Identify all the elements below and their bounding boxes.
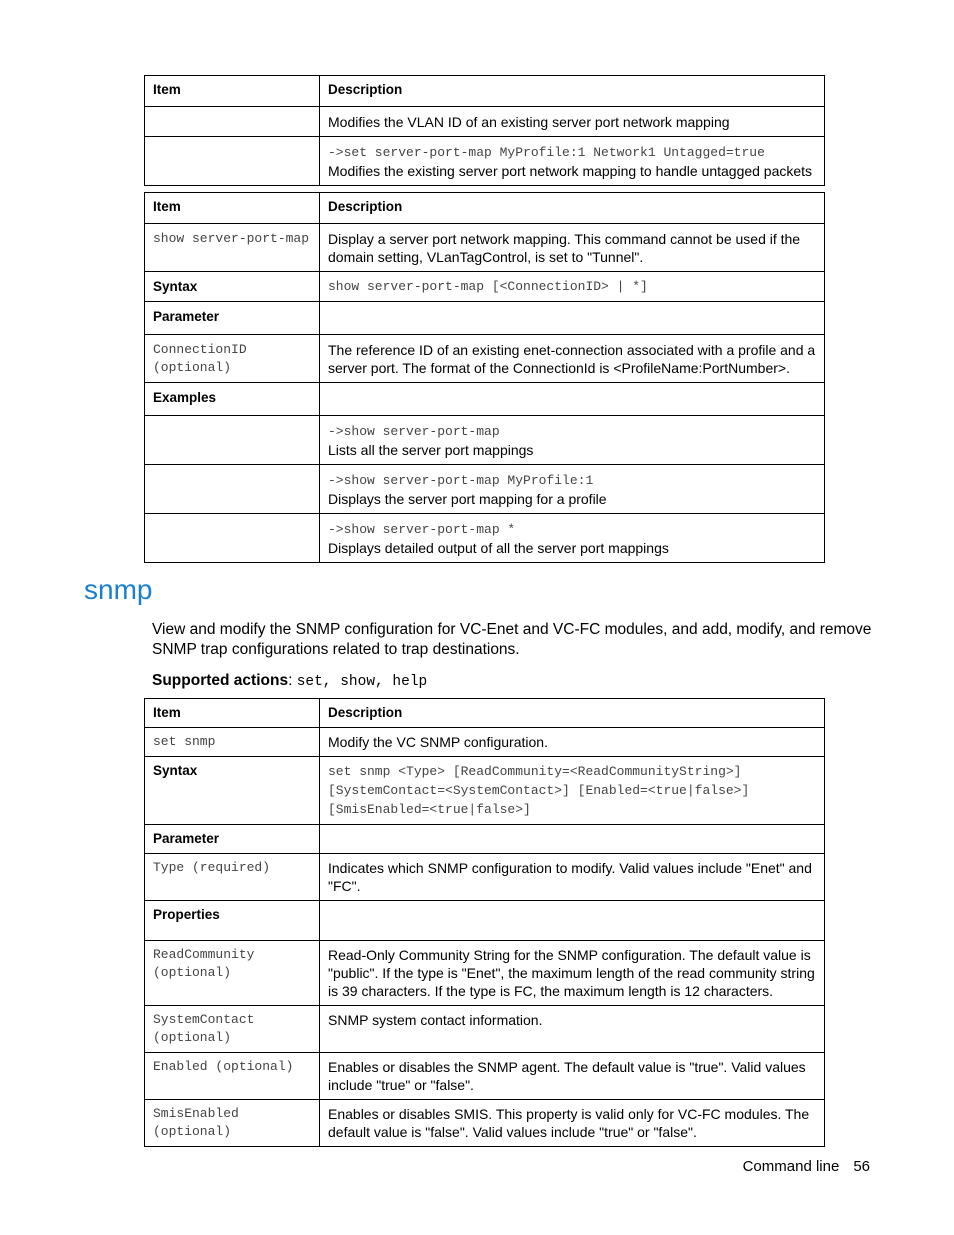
table-row (145, 1006, 825, 1053)
description-cell (320, 137, 825, 186)
command-description: Display a server port network mapping. This command cannot be used if the domain setting, VLanTagControl, is set to "Tunnel". (320, 224, 825, 272)
table-row (145, 272, 825, 302)
syntax-value: set snmp <Type> [ReadCommunity=<ReadCommunityString>] [SystemContact=<SystemContact>] [Enabled=<true|false>] [SmisEnabled=<true|false>] (320, 757, 825, 825)
property-name: SystemContact (optional) (145, 1006, 320, 1053)
section-intro: View and modify the SNMP configuration for VC-Enet and VC-FC modules, and add, modify, and remove SNMP trap configurations related to trap destinations. (152, 621, 872, 658)
item-header: Item (145, 193, 320, 224)
example-description: Displays detailed output of all the server port mappings (328, 540, 669, 556)
supported-actions-separator: : (288, 672, 293, 689)
table-row (145, 107, 825, 137)
section-title: snmp (84, 574, 153, 605)
syntax-label: Syntax (145, 757, 320, 825)
empty-cell (320, 302, 825, 335)
table-row (145, 757, 825, 825)
table-header-row (145, 193, 825, 224)
continued-command-table (144, 75, 825, 186)
table-row (145, 825, 825, 854)
parameter-name: Type (required) (145, 854, 320, 901)
example-description: Modifies the existing server port network mapping to handle untagged packets (328, 163, 813, 179)
page-number: 56 (853, 1158, 870, 1175)
example-description: Displays the server port mapping for a profile (328, 491, 607, 507)
example-description: Lists all the server port mappings (328, 442, 534, 458)
table-row (145, 941, 825, 1006)
example-cell (320, 514, 825, 563)
property-description: SNMP system contact information. (320, 1006, 825, 1053)
example-command: ->show server-port-map (328, 424, 500, 439)
parameter-description: Indicates which SNMP configuration to modify. Valid values include "Enet" and "FC". (320, 854, 825, 901)
empty-cell (320, 901, 825, 941)
example-command: ->show server-port-map * (328, 522, 516, 537)
table-row (145, 728, 825, 757)
item-header: Item (145, 699, 320, 728)
property-description: Enables or disables the SNMP agent. The default value is "true". Valid values include "true" or "false". (320, 1053, 825, 1100)
example-cell (320, 465, 825, 514)
example-command: ->show server-port-map MyProfile:1 (328, 473, 594, 488)
empty-cell (320, 825, 825, 854)
parameter-label: Parameter (145, 825, 320, 854)
table-row (145, 901, 825, 941)
empty-cell (145, 416, 320, 465)
property-description: Read-Only Community String for the SNMP configuration. The default value is "public". If the type is "Enet", the maximum length of the read community string is 39 characters. If the type is FC, the maximum length is 12 characters. (320, 941, 825, 1006)
footer-section-name: Command line (742, 1158, 840, 1175)
table-header-row (145, 76, 825, 107)
item-header: Item (145, 76, 320, 107)
page-footer (743, 1158, 870, 1175)
description-header: Description (320, 193, 825, 224)
property-description: Enables or disables SMIS. This property is valid only for VC-FC modules. The default value is "false". Valid values include "true" or "false". (320, 1100, 825, 1147)
supported-actions-value: set, show, help (296, 674, 428, 690)
parameter-name: ConnectionID (optional) (145, 335, 320, 383)
table-row (145, 416, 825, 465)
description-header: Description (320, 76, 825, 107)
table-row (145, 1053, 825, 1100)
parameter-label: Parameter (145, 302, 320, 335)
show-server-port-map-table (144, 192, 825, 563)
table-row (145, 224, 825, 272)
table-row (145, 854, 825, 901)
supported-actions-label: Supported actions (152, 672, 289, 689)
description-cell: Modifies the VLAN ID of an existing server port network mapping (320, 107, 825, 137)
set-snmp-table (144, 698, 825, 1147)
empty-cell (145, 514, 320, 563)
example-cell (320, 416, 825, 465)
syntax-value: show server-port-map [<ConnectionID> | *] (320, 272, 825, 302)
table-row (145, 302, 825, 335)
table-row (145, 1100, 825, 1147)
command-name: show server-port-map (145, 224, 320, 272)
table-row (145, 383, 825, 416)
table-row (145, 514, 825, 563)
property-name: Enabled (optional) (145, 1053, 320, 1100)
property-name: SmisEnabled (optional) (145, 1100, 320, 1147)
table-row (145, 335, 825, 383)
table-header-row (145, 699, 825, 728)
supported-actions (152, 671, 427, 692)
command-description: Modify the VC SNMP configuration. (320, 728, 825, 757)
parameter-description: The reference ID of an existing enet-connection associated with a profile and a server port. The format of the ConnectionId is <ProfileName:PortNumber>. (320, 335, 825, 383)
example-command: ->set server-port-map MyProfile:1 Network1 Untagged=true (328, 145, 765, 160)
description-header: Description (320, 699, 825, 728)
property-name: ReadCommunity (optional) (145, 941, 320, 1006)
properties-label: Properties (145, 901, 320, 941)
table-row (145, 137, 825, 186)
examples-label: Examples (145, 383, 320, 416)
table-row (145, 465, 825, 514)
syntax-label: Syntax (145, 272, 320, 302)
item-cell (145, 107, 320, 137)
command-name: set snmp (145, 728, 320, 757)
empty-cell (320, 383, 825, 416)
item-cell (145, 137, 320, 186)
empty-cell (145, 465, 320, 514)
